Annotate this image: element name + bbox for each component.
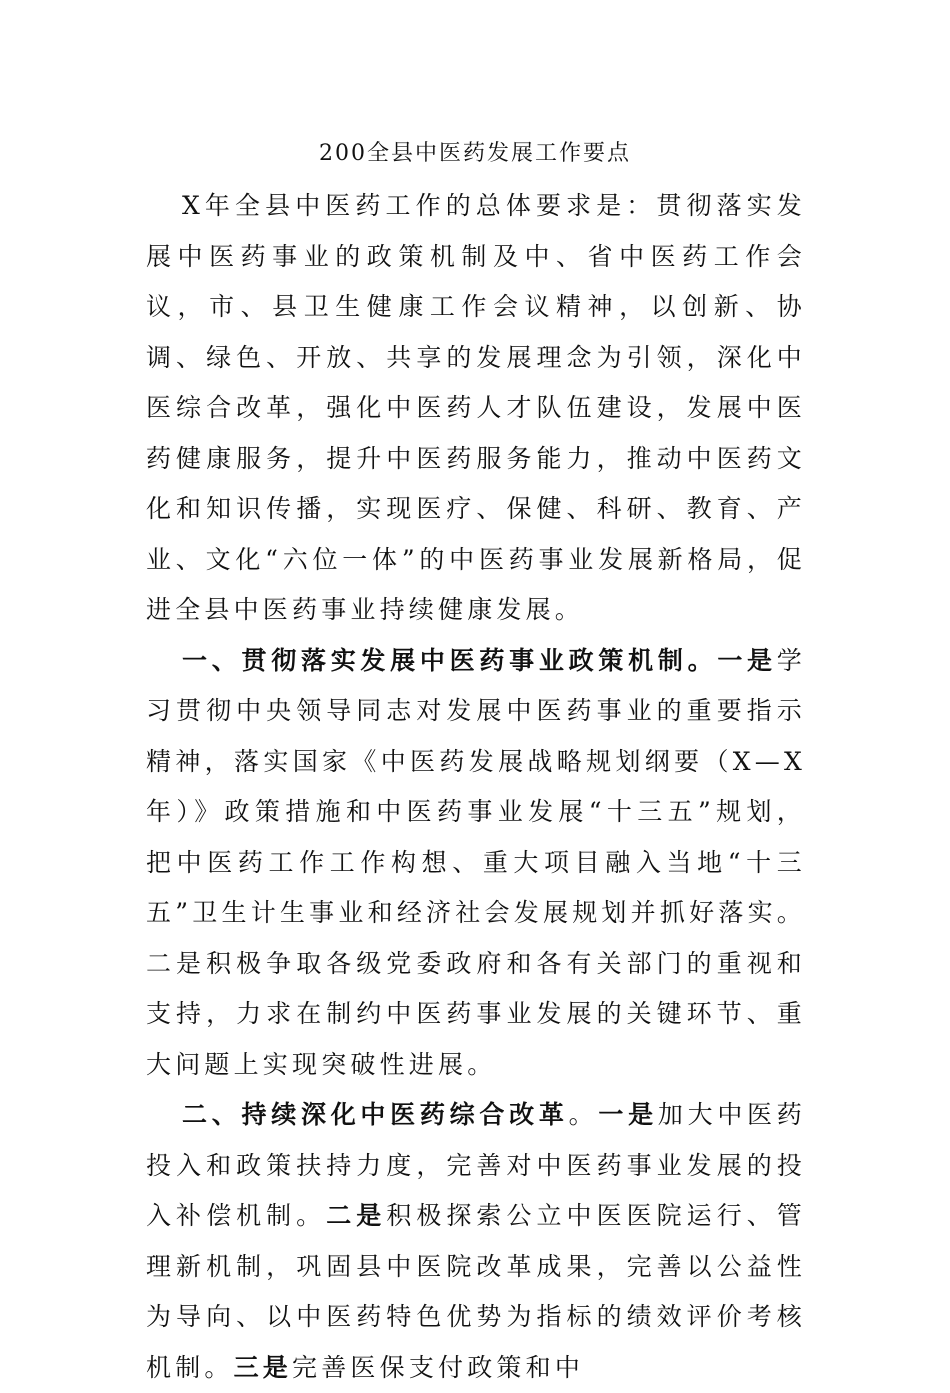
section-2-text-1: 加大中医药投入和政策扶持力度，完善对中医药事业发展的投入补偿机制。 [146,1100,806,1230]
section-2-text-2: 积极探索公立中医医院运行、管理新机制，巩固县中医院改革成果，完善以公益性为导向、以中医药特色优势为指标的绩效评价考核机制。 [146,1201,806,1382]
section-2-separator: 。 [568,1100,599,1129]
section-2-paragraph [146,1090,806,1393]
section-1-heading: 一、贯彻落实发展中医药事业政策机制。 [182,645,718,675]
intro-paragraph: X年全县中医药工作的总体要求是：贯彻落实发展中医药事业的政策机制及中、省中医药工作会议，市、县卫生健康工作会议精神，以创新、协调、绿色、开放、共享的发展理念为引领，深化中医综合改革，强化中医药人才队伍建设，发展中医药健康服务，提升中医药服务能力，推动中医药文化和知识传播，实现医疗、保健、科研、教育、产业、文化“六位一体”的中医药事业发展新格局，促进全县中医药事业持续健康发展。 [146,191,806,624]
document-title: 200全县中医药发展工作要点 [319,141,631,166]
section-1-paragraph [146,636,806,1091]
section-2-lead-3: 三是 [233,1352,293,1382]
section-1-lead: 一是 [717,645,777,675]
section-2-lead-2: 二是 [326,1201,387,1230]
document-body [146,181,806,1393]
section-1-text: 学习贯彻中央领导同志对发展中医药事业的重要指示精神，落实国家《中医药发展战略规划纲要（X—X年）》政策措施和中医药事业发展“十三五”规划，把中医药工作工作构想、重大项目融入当地“十三五”卫生计生事业和经济社会发展规划并抓好落实。二是积极争取各级党委政府和各有关部门的重视和支持，力求在制约中医药事业发展的关键环节、重大问题上实现突破性进展。 [146,645,806,1079]
section-2-lead-1: 一是 [598,1100,658,1129]
section-2-heading: 二、持续深化中医药综合改革 [182,1100,569,1129]
section-2-text-3: 完善医保支付政策和中 [292,1352,585,1382]
